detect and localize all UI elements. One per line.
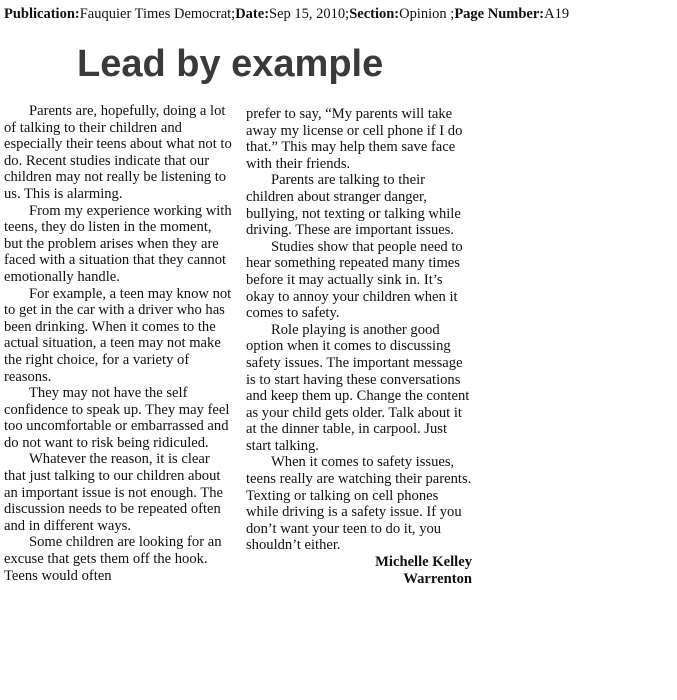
body-paragraph: Role playing is another good option when it comes to discussing safety issues. The important message is to start having these conversations and keep them up. Change the content as your child gets older. Talk about it at the dinner table, in carpool. Just start talking. — [246, 321, 470, 454]
author-location: Warrenton — [403, 570, 472, 587]
body-paragraph: Whatever the reason, it is clear that just talking to our children about an important issue is not enough. The discussion needs to be repeated often and in different ways. — [4, 451, 224, 534]
page-number: A19 — [544, 6, 570, 22]
section-label: Section: — [349, 6, 400, 22]
date-label: Date: — [235, 6, 270, 22]
publication-label: Publication: — [4, 6, 80, 22]
body-paragraph: From my experience working with teens, they do listen in the moment, but the problem arises when they are faced with a situation that they cannot emotionally handle. — [4, 202, 232, 285]
body-paragraph: For example, a teen may know not to get in the car with a driver who has been drinking. When it comes to the actual situation, a teen may not make the right choice, for a variety of reasons. — [4, 285, 232, 385]
body-paragraph: Some children are looking for an excuse that gets them off the hook. Teens would often — [4, 534, 222, 584]
article-column-left — [4, 103, 232, 584]
page-number-label: Page Number: — [454, 6, 545, 22]
body-paragraph-continued: prefer to say, “My parents will take away my license or cell phone if I do that.” This may help them save face with their friends. — [246, 106, 463, 172]
author-name: Michelle Kelley — [375, 554, 472, 571]
section-name: Opinion ; — [399, 6, 455, 22]
publication-date: Sep 15, 2010; — [269, 6, 350, 22]
publication-header — [4, 6, 569, 23]
body-paragraph: When it comes to safety issues, teens really are watching their parents. Texting or talking on cell phones while driving is a safety issue. If you don’t want your teen to do it, you shouldn’t either. — [246, 454, 472, 554]
body-paragraph: Studies show that people need to hear something repeated many times before it may actually sink in. It’s okay to annoy your children when it comes to safety. — [246, 238, 463, 322]
body-paragraph: Parents are, hopefully, doing a lot of talking to their children and especially their teens about what not to do. Recent studies indicate that our children may not really be listening to us. This is alarming. — [4, 103, 232, 202]
publication-name: Fauquier Times Democrat; — [79, 6, 236, 22]
article-headline: Lead by example — [77, 43, 384, 85]
body-paragraph: Parents are talking to their children about stranger danger, bullying, not texting or talking while driving. These are important issues. — [246, 172, 461, 239]
body-paragraph: They may not have the self confidence to speak up. They may feel too uncomfortable or embarrassed and do not want to risk being ridiculed. — [4, 385, 230, 451]
article-column-right — [246, 106, 472, 587]
